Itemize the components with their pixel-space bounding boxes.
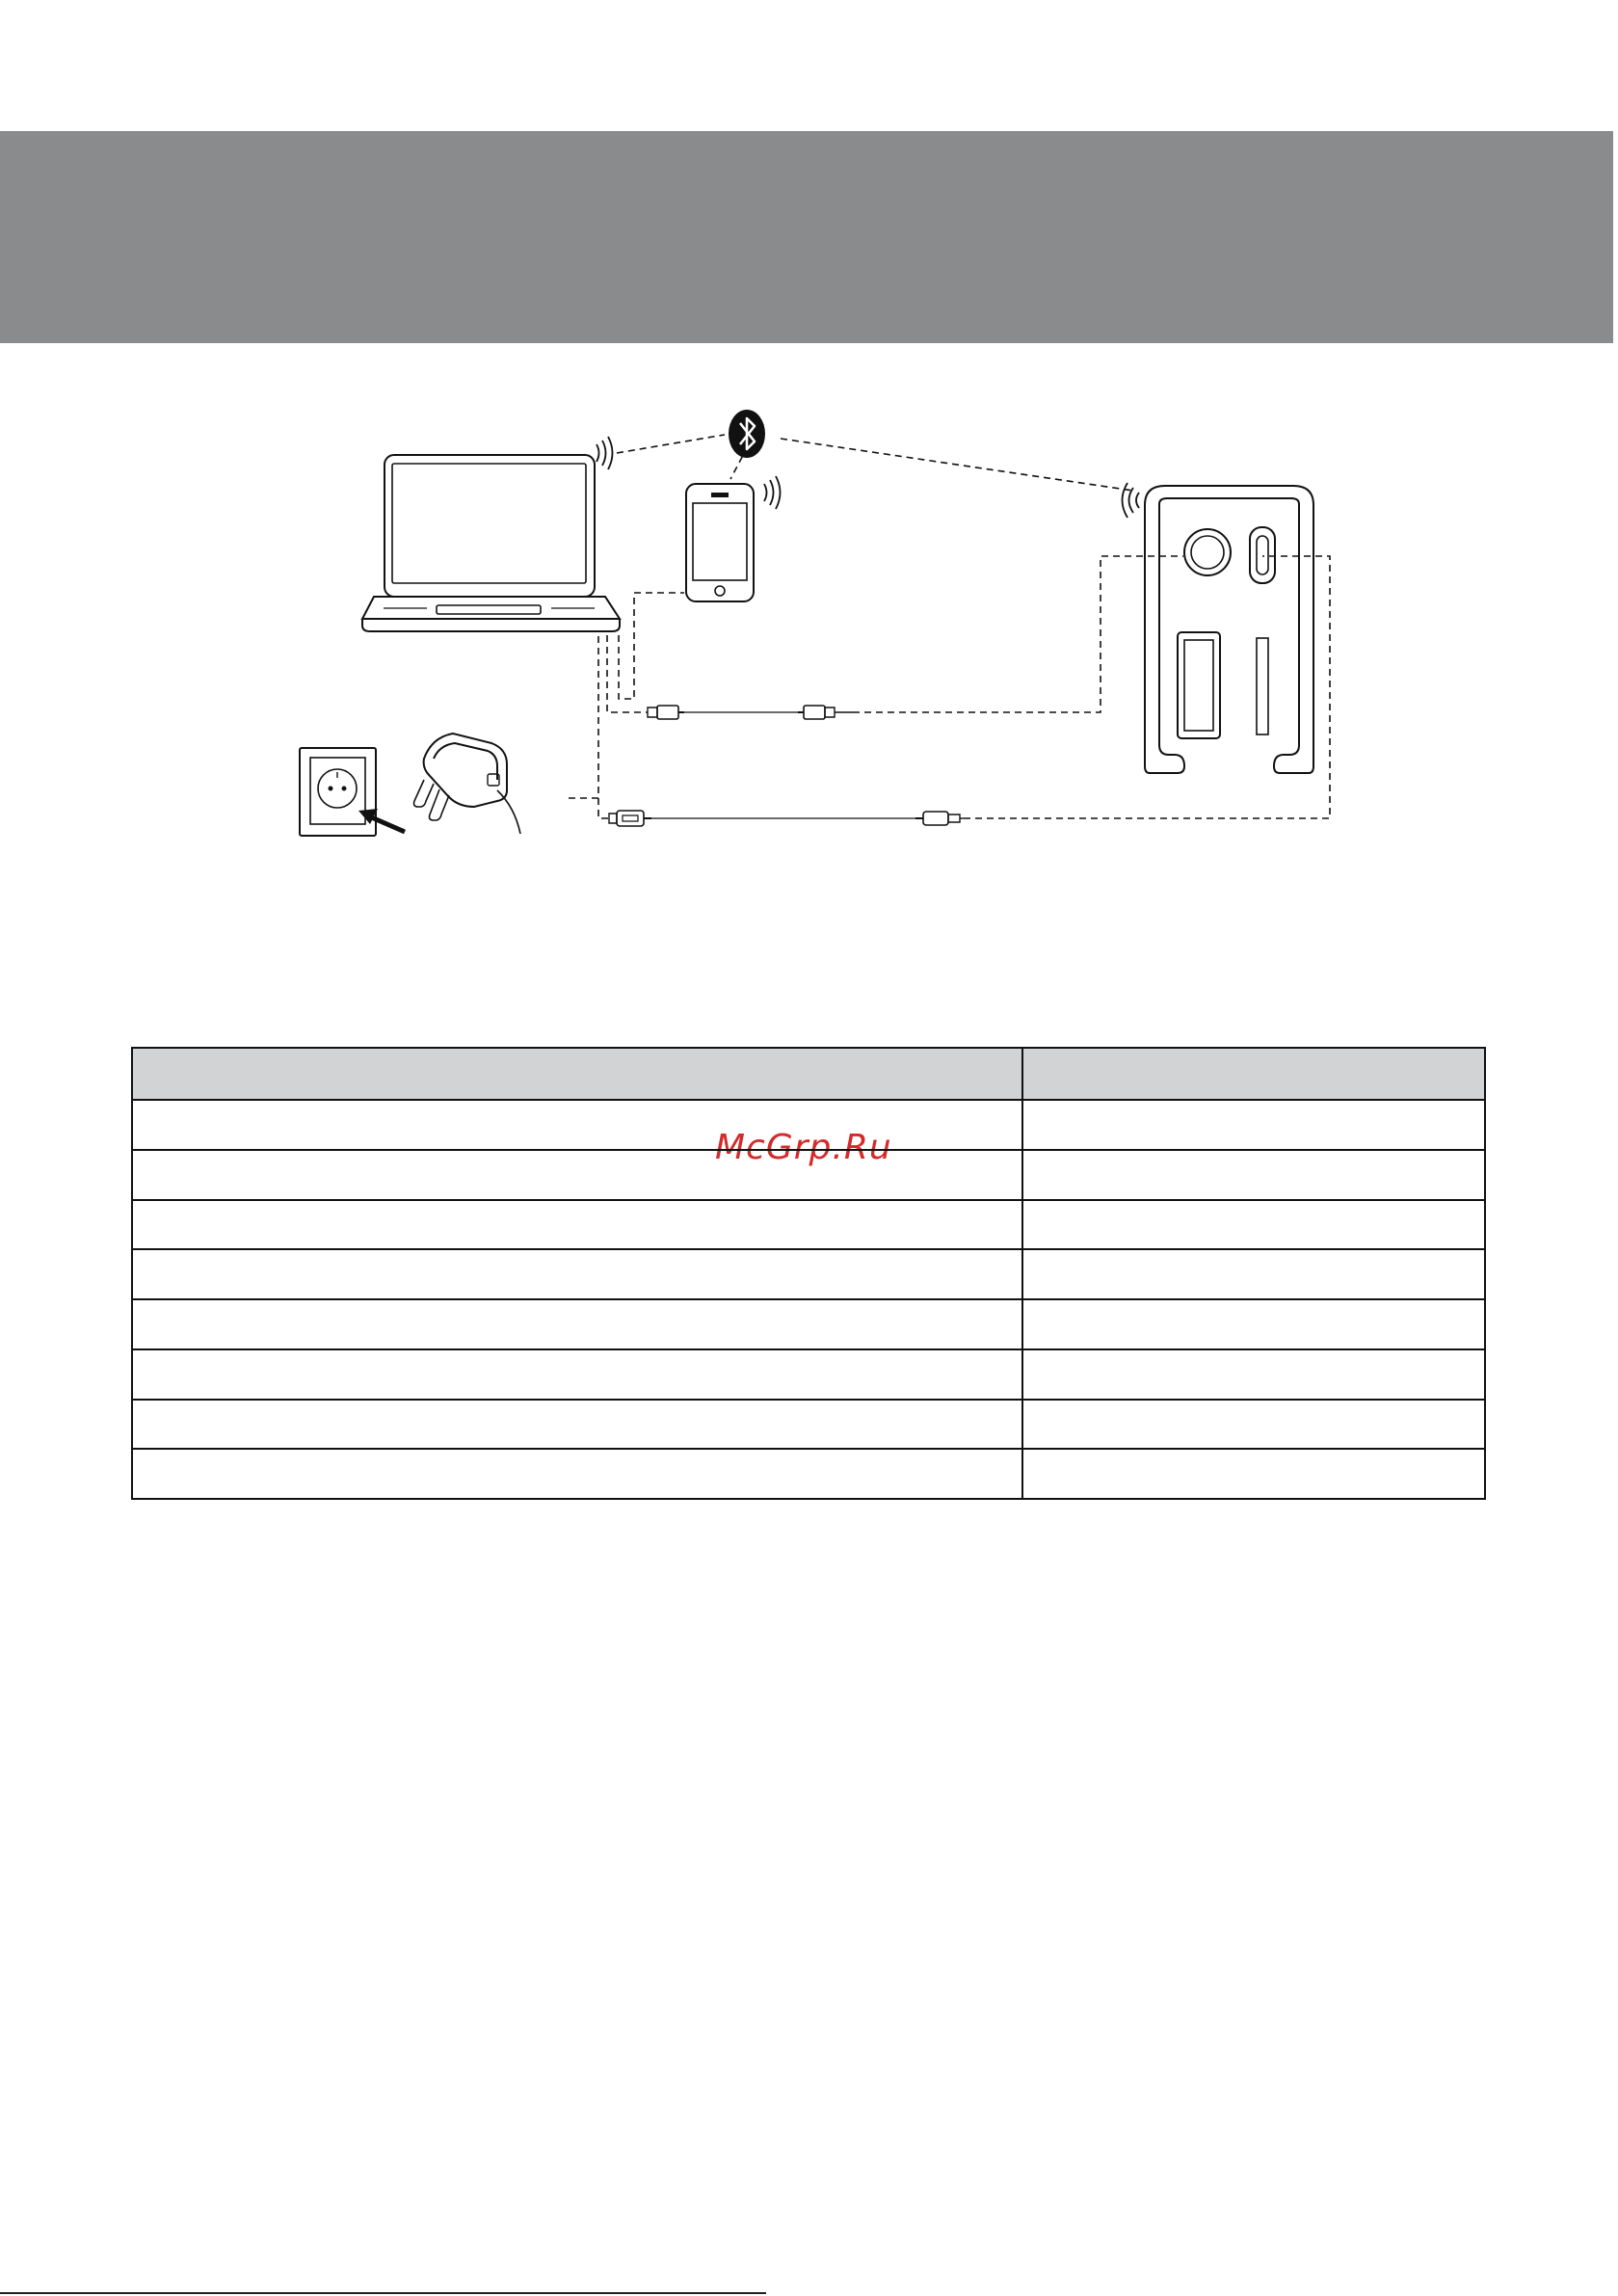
table-cell — [132, 1150, 1022, 1200]
table-cell — [1022, 1299, 1485, 1349]
table-row — [132, 1150, 1485, 1200]
table-cell — [132, 1200, 1022, 1250]
table-cell — [1022, 1150, 1485, 1200]
header-band-edge — [1613, 131, 1618, 343]
table-row — [132, 1299, 1485, 1349]
table-cell — [1022, 1249, 1485, 1299]
table-cell — [1022, 1400, 1485, 1450]
bluetooth-link-lines — [617, 435, 1133, 491]
usb-cable-icon — [609, 811, 964, 826]
audio-cable-icon — [648, 706, 853, 719]
bluetooth-icon — [729, 410, 765, 458]
table-header-row — [132, 1048, 1485, 1100]
usb-cable-route — [569, 556, 1330, 818]
table-row — [132, 1349, 1485, 1400]
table-cell — [1022, 1100, 1485, 1150]
table-cell — [1022, 1349, 1485, 1400]
footer-rule — [0, 2292, 766, 2294]
table-cell — [132, 1449, 1022, 1499]
watermark: McGrp.Ru — [715, 1128, 892, 1167]
wireless-signal-icon — [1123, 483, 1140, 518]
table-row — [132, 1100, 1485, 1150]
speaker-icon — [1145, 486, 1313, 773]
smartphone-icon — [686, 484, 754, 601]
table-cell — [132, 1299, 1022, 1349]
wireless-signal-icon — [597, 437, 613, 469]
header-band — [0, 131, 1618, 343]
table-row — [132, 1249, 1485, 1299]
table-row — [132, 1200, 1485, 1250]
table-header-cell — [1022, 1048, 1485, 1100]
table-cell — [132, 1400, 1022, 1450]
table-row — [132, 1449, 1485, 1499]
table-cell — [132, 1100, 1022, 1150]
table-cell — [1022, 1449, 1485, 1499]
spec-table — [131, 1047, 1486, 1500]
connection-diagram — [270, 390, 1368, 872]
table-row — [132, 1400, 1485, 1450]
wireless-signal-icon — [764, 476, 781, 509]
laptop-icon — [362, 455, 620, 631]
table-cell — [1022, 1200, 1485, 1250]
table-header-cell — [132, 1048, 1022, 1100]
table-cell — [132, 1349, 1022, 1400]
table-cell — [132, 1249, 1022, 1299]
power-adapter-icon — [414, 734, 521, 834]
wall-socket-icon — [300, 748, 376, 836]
